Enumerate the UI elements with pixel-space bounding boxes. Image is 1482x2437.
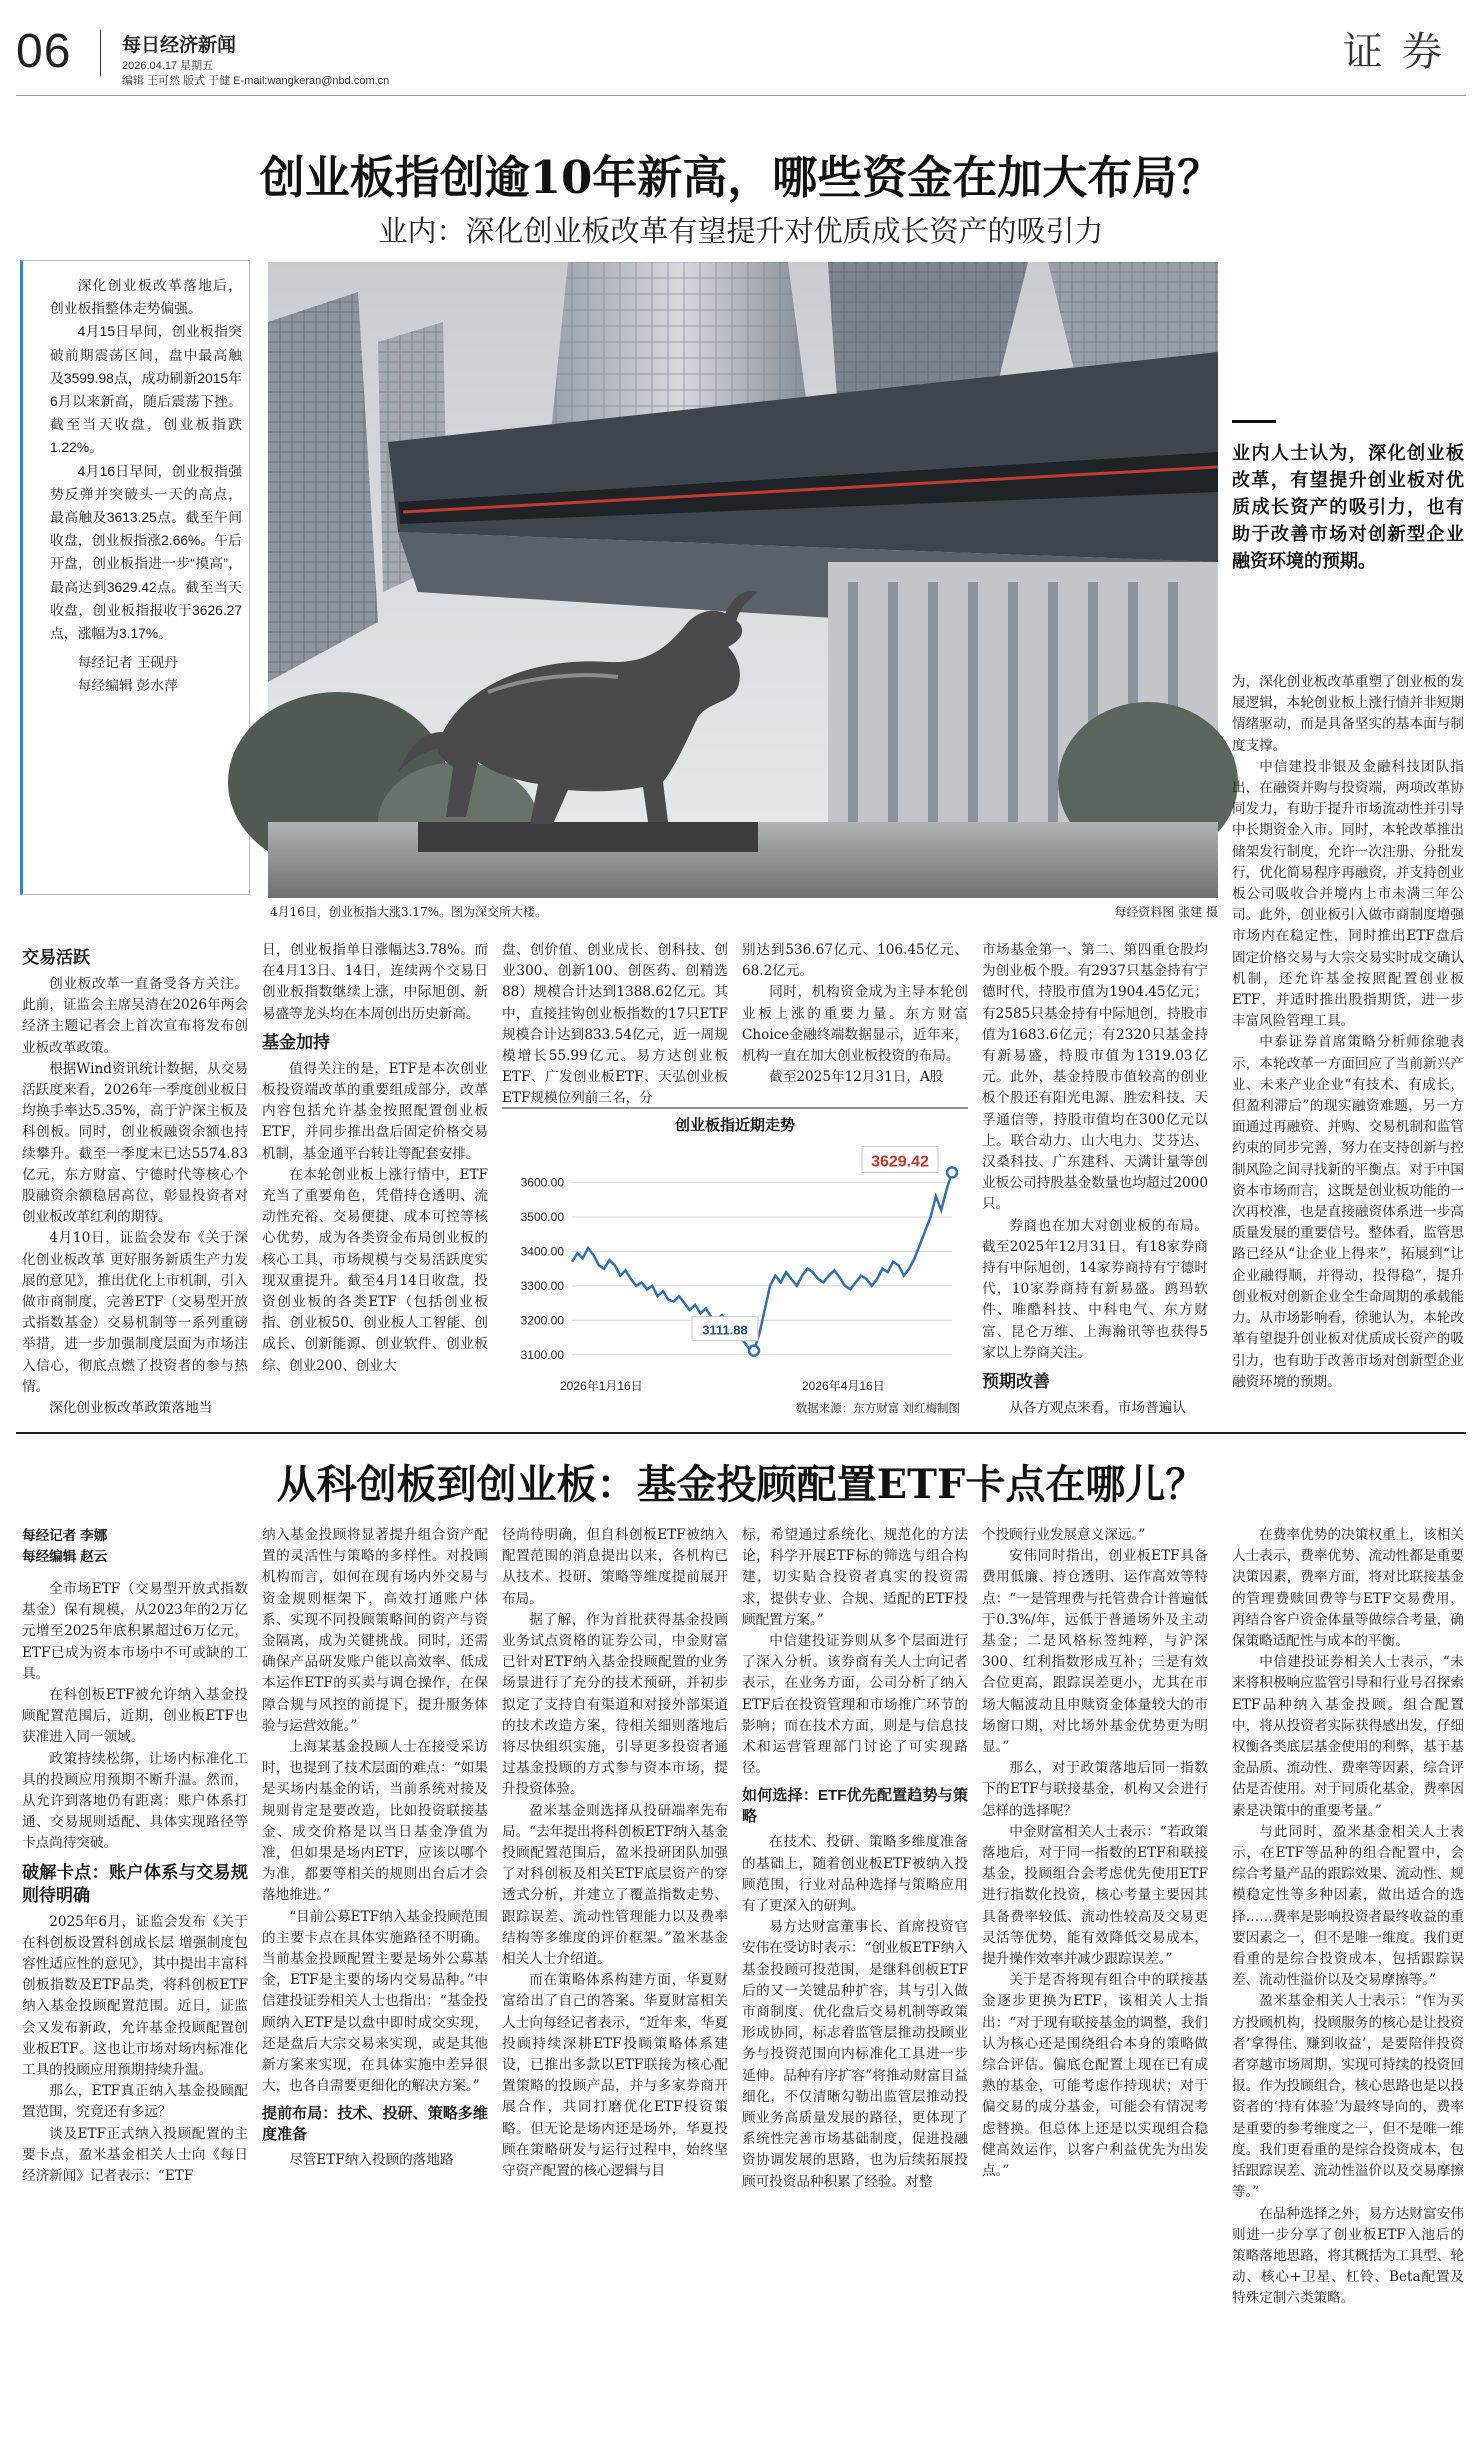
article-divider: [16, 1432, 1466, 1434]
min-value-label: 3111.88: [702, 1322, 748, 1338]
y-tick-label: 3200.00: [520, 1313, 564, 1328]
pullquote-rule: [1232, 420, 1276, 423]
paragraph: 个投顾行业发展意义深远。”: [982, 1527, 1146, 1543]
section-heading: 预期改善: [982, 1372, 1050, 1392]
paragraph: 在费率优势的决策权重上，该相关人士表示，费率优势、流动性都是重要决策因素，费率方面，将对比联接基金的管理费赎回费等与ETF交易费用，再结合客户资金体量等做综合考量，确保策略适配性与成本的平衡。: [1232, 1527, 1464, 1650]
article1-col5: [982, 940, 1208, 1420]
article1-col2: [262, 940, 488, 1420]
sidebar-para: 深化创业板改革落地后，创业板指整体走势偏强。: [50, 278, 242, 317]
index-chart: [502, 1100, 968, 1420]
article2-col3: [502, 1525, 728, 2425]
paragraph: 中金财富相关人士表示：“若政策落地后，对于同一指数的ETF和联接基金，投顾组合会考虑优先使用ETF进行指数化投资，核心考量主要因其具备费率较低、流动性较高及交易更灵活等优势，能有效降低交易成本，提升操作效率并减少跟踪误差。”: [982, 1823, 1208, 1968]
paragraph: 市场基金第一、第二、第四重仓股均为创业板个股。有2937只基金持有宁德时代，持股市值为1904.45亿元；有2585只基金持有中际旭创，持股市值为1683.6亿元；有2320只基金持有新易盛，持股市值为1319.03亿元。此外，基金持股市值较高的创业板个股还有阳光电源、胜宏科技、天孚通信等，持股市值均在300亿元以上。联合动力、山大电力、艾芬达、汉桑科技、广东建科、天满计量等创业板公司持股基金数量也均超过2000只。: [982, 942, 1208, 1213]
paragraph: 截至2025年12月31日，A股: [769, 1069, 944, 1086]
paragraph: 全市场ETF（交易型开放式指数基金）保有规模，从2023年的2万亿元增至2025年底积累超过6万亿元，ETF已成为资本市场中不可或缺的工具。: [22, 1581, 248, 1682]
sidebar-byline-editor: 每经编辑 彭水萍: [77, 678, 179, 694]
masthead-divider: [100, 30, 101, 76]
paragraph: 上海某基金投顾人士在接受采访时，也提到了技术层面的难点：“如果是买场内基金的话，当前系统对接及规则肯定是要改造，比如投资联接基金、成交价格是以当日基金净值为准，但如果是场内ETF，应该以哪个为准，都要等相关的规则出台后才会落地推进。”: [262, 1739, 488, 1904]
paragraph: 那么，ETF真正纳入基金投顾配置范围，究竟还有多远？: [22, 2083, 248, 2121]
section-heading: 如何选择：ETF优先配置趋势与策略: [742, 1787, 968, 1826]
sidebar-para: 4月16日早间，创业板指强势反弹并突破头一天的高点，最高触及3613.25点。截至午间收盘，创业板指涨2.66%。午后开盘，创业板指进一步“摸高”，最高达到3629.42点。截至当天收盘，创业板指报收于3626.27点，涨幅为3.17%。: [50, 463, 242, 642]
paragraph: 安伟同时指出，创业板ETF具备费用低廉、持仓透明、运作高效等特点：“一是管理费与托管费合计普遍低于0.3%/年，远低于普通场外及主动基金；二是风格标签纯粹，与沪深300、红利指数形成互补；三是有效合位更高，跟踪误差更小，尤其在市场大幅波动且申赎资金体量较大的市场窗口期，对比场外基金优势更为明显。”: [982, 1548, 1208, 1756]
sidebar-text: [50, 274, 242, 894]
article1-col1: [22, 940, 248, 1420]
byline-reporter: 每经记者 李娜: [22, 1528, 108, 1543]
min-label-box: [692, 1317, 758, 1341]
article1-subhead: 业内：深化创业板改革有望提升对优质成长资产的吸引力: [378, 214, 1104, 248]
paragraph: 日，创业板指单日涨幅达3.78%。而在4月13日、14日，连续两个交易日创业板指数继续上涨，中际旭创、新易盛等龙头均在本周创出历史新高。: [262, 942, 488, 1022]
paragraph: 盘、创价值、创业成长、创科技、创业300、创新100、创医药、创精选88）规模合计达到1388.62亿元。其中，直接挂钩创业板指数的17只ETF规模合计达到833.54亿元，近一周规模增长55.99亿元。易方达创业板ETF、广发创业板ETF、天弘创业板ETF规模位列前三名，分: [502, 942, 728, 1107]
sidebar-para: 4月15日早间，创业板指突破前期震荡区间，盘中最高触及3599.98点，成功刷新2015年6月以来新高，随后震荡下挫。截至当天收盘，创业板指跌1.22%。: [50, 324, 242, 456]
article2-col5: [982, 1525, 1208, 2425]
article2-col1: [22, 1525, 248, 2425]
chart-source: 数据来源：东方财富 刘红梅制图: [795, 1403, 960, 1415]
paragraph: 创业板改革一直备受各方关注。此前，证监会主席吴清在2026年两会经济主题记者会上首次宣布将发布创业板改革政策。: [22, 976, 248, 1056]
paragraph: 中信建投非银及金融科技团队指出，在融资并购与投资端，两项改革协同发力，有助于提升市场流动性并引导中长期资金入市。同时，本轮改革推出储架发行制度，允许一次注册、分批发行，优化简易程序再融资，并支持创业板公司吸收合并境内上市未满三年公司。此外，创业板引入做市商制度增强市场内在稳定性，同时推出ETF盘后固定价格交易与大宗交易实时成交确认机制，还允许基金按照配置创业板ETF，并适时推出股指期货，进一步丰富风险管理工具。: [1232, 758, 1464, 1030]
article1-right-column: [1232, 672, 1464, 1417]
y-tick-label: 3600.00: [520, 1175, 564, 1190]
paragraph: 易方达财富董事长、首席投资官安伟在受访时表示：“创业板ETF纳入基金投顾可投范围，是继科创板ETF后的又一关键品种扩容，其与引入做市商制度、优化盘后交易机制等政策形成协同，标志着监管层推动投顾业务与投资范围向内标准化工具进一步延伸。品种有序扩容”将推动财富目益细化，不仅清晰勾勒出监管层推动投顾业务高质量发展的路径，更体现了系统性完善市场基础制度，促进投融资协调发展的思路，也为后续拓展投顾可投资品种积累了经验。对整: [742, 1919, 968, 2190]
paragraph: 同时，机构资金成为主导本轮创业板上涨的重要力量。东方财富Choice金融终端数据显示，近年来，机构一直在加大创业板投资的布局。: [742, 984, 968, 1065]
paragraph: 径尚待明确，但自科创板ETF被纳入配置范围的消息提出以来，各机构已从技术、投研、策略等维度提前展开布局。: [502, 1527, 728, 1607]
article2-col4: [742, 1525, 968, 2425]
min-point: [749, 1346, 759, 1356]
section-heading: 基金加持: [262, 1032, 330, 1052]
paragraph: 关于是否将现有组合中的联接基金逐步更换为ETF，该相关人士指出：“对于现有联接基金的调整，我们认为核心还是围绕组合本身的策略做综合评估。偏底仓配置上现在已有成熟的基金，可能考虑作持现状；对于偏交易的成分基金，可能会有情况考虑替换。但总体上还是以实现组合稳健高效运作，以客户利益优先为出发点。”: [982, 1972, 1208, 2180]
paragraph: 尽管ETF纳入投顾的落地路: [289, 2152, 454, 2169]
paragraph: 在品种选择之外，易方达财富安伟则进一步分享了创业板ETF入池后的策略落地思路，将其概括为工具型、轮动、核心+卫星、杠铃、Beta配置及特殊定制六类策略。: [1232, 2205, 1464, 2307]
sidebar-byline-reporter: 每经记者 王砚丹: [77, 655, 179, 671]
paragraph: 值得关注的是，ETF是本次创业板投资端改革的重要组成部分，改革内容包括允许基金按照配置创业板ETF，并同步推出盘后固定价格交易机制，基金通平台转让等配套安排。: [262, 1060, 488, 1162]
paragraph: 与此同时，盈米基金相关人士表示，在ETF等品种的组合配置中，会综合考量产品的跟踪效果、流动性、规模稳定性等多种因素，做出适合的选择……费率是影响投资者最终收益的重要因素之一，但不是唯一维度。我们更看重的是综合投资成本，包括跟踪误差、流动性溢价以及交易摩擦等。”: [1232, 1823, 1464, 1989]
index-chart-svg: [502, 1100, 968, 1420]
paragraph: 在技术、投研、策略多维度准备的基础上，随着创业板ETF被纳入投顾范围，行业对品种选择与策略应用有了更深入的研判。: [742, 1834, 968, 1915]
article1-col3: [502, 940, 728, 1107]
x-start-label: 2026年1月16日: [560, 1379, 643, 1393]
paragraph: 中信建投证券则从多个层面进行了深入分析。该券商有关人士向记者表示，在业务方面，公司分析了纳入ETF后在投资管理和市场推广环节的影响；而在技术方面，则是与信息技术和运营管理部门讨论了可实现路径。: [742, 1633, 968, 1777]
paragraph: 从各方观点来看，市场普遍认: [1009, 1400, 1186, 1417]
paragraph: 为，深化创业板改革重塑了创业板的发展逻辑，本轮创业板上涨行情并非短期情绪驱动，而是具备坚实的基本面与制度支撑。: [1232, 674, 1464, 754]
paragraph: 根据Wind资讯统计数据，从交易活跃度来看，2026年一季度创业板日均换手率达5.35%，高于沪深主板及科创板。同时，创业板融资余额也持续攀升。截至一季度末已达5574.83亿元，东方财富、宁德时代等核心个股融资余额稳居高位，彰显投资者对创业板改革红利的期待。: [22, 1060, 248, 1226]
article1-photo: [268, 262, 1218, 898]
stock-exchange-photo: [268, 262, 1218, 898]
max-label-box: [862, 1146, 938, 1172]
chart-title: 创业板指近期走势: [674, 1117, 796, 1134]
issue-date: 2026.04.17 星期五: [122, 60, 214, 72]
photo-credit: 每经资料图 张建 摄: [1114, 905, 1218, 919]
article1-headline: 创业板指创逾10年新高，哪些资金在加大布局？: [259, 151, 1223, 204]
max-value-label: 3629.42: [871, 1153, 929, 1171]
paragraph: 而在策略体系构建方面，华夏财富给出了自己的答案。华夏财富相关人士向每经记者表示，“近年来，华夏投顾持续深耕ETF投顾策略体系建设，已推出多款以ETF联接为核心配置策略的投顾产品，并与多家券商开展合作，共同打磨优化ETF投资策略。但无论是场内还是场外，华夏投顾在策略研发与运行过程中，始终坚守资产配置的核心逻辑与目: [502, 1972, 728, 2180]
paragraph: 谈及ETF正式纳入投顾配置的主要卡点，盈米基金相关人士向《每日经济新闻》记者表示：“ETF: [22, 2125, 248, 2185]
article2-col6: [1232, 1525, 1464, 2425]
byline-editor: 每经编辑 赵云: [22, 1549, 108, 1564]
section-heading: 交易活跃: [22, 948, 90, 967]
max-point: [947, 1167, 957, 1177]
page-number: 06: [16, 25, 72, 78]
paragraph: 中信建投证券相关人士表示，“未来将积极响应监管引导和行业号召探索ETF品种纳入基金投顾。组合配置中，将从投资者实际获得感出发，仔细权衡各类底层基金使用的利弊，基于基金品质、流动性、费率等因素，综合评估是否使用。对于同质化基金，费率因素是决策中的重要考量。”: [1232, 1654, 1464, 1819]
section-label: 证 券: [1342, 30, 1446, 74]
paragraph: 据了解，作为首批获得基金投顾业务试点资格的证券公司，中金财富已针对ETF纳入基金投顾配置的业务场景进行了充分的技术预研，并初步拟定了支持自有渠道和对接外部渠道的技术改造方案，待相关细则落地后将尽快组织实施，引导更多投资者通过基金投顾的方式参与资本市场，提升投资体验。: [502, 1611, 728, 1798]
paragraph: 深化创业板改革政策落地当: [49, 1400, 213, 1417]
article2-headline: 从科创板到创业板：基金投顾配置ETF卡点在哪儿？: [276, 1461, 1206, 1508]
editor-credits: 编辑 王可然 版式 于健 E-mail:wangkeran@nbd.com.cn: [122, 75, 390, 87]
paragraph: 标，希望通过系统化、规范化的方法论，科学开展ETF标的筛选与组合构建，切实贴合投资者真实的投资需求，提供专业、合规、适配的ETF投顾配置方案。”: [742, 1527, 968, 1628]
paragraph: 在科创板ETF被允许纳入基金投顾配置范围后，近期，创业板ETF也获准进入同一领域。: [22, 1687, 248, 1746]
paragraph: 4月10日，证监会发布《关于深化创业板改革 更好服务新质生产力发展的意见》，推出优化上市机制，引入做市商制度，完善ETF（交易型开放式指数基金）交易机制等一系列重磅举措，进一步加强制度层面为市场注入信心，彻底点燃了投资者的参与热情。: [22, 1230, 248, 1395]
section-heading: 提前布局：技术、投研、策略多维度准备: [262, 2105, 488, 2144]
x-end-label: 2026年4月16日: [802, 1379, 885, 1393]
paragraph: 盈米基金则选择从投研端率先布局。“去年提出将科创板ETF纳入基金投顾配置范围后，盈米投研团队加强了对科创板及相关ETF底层资产的穿透式分析，并建立了覆盖指数走势、跟踪误差、流动性管理能力以及费率结构等多维度的评价框架。”盈米基金相关人士介绍道。: [502, 1802, 728, 1968]
article2-col2: [262, 1525, 488, 2425]
section-heading: 破解卡点：账户体系与交易规则待明确: [22, 1862, 248, 1905]
paragraph: “目前公募ETF纳入基金投顾范围的主要卡点在具体实施路径不明确。当前基金投顾配置主要是场外公募基金，ETF是主要的场内交易品种。”中信建投证券相关人士也指出：“基金投顾纳入ETF是以盘中即时成交实现，还是盘后大宗交易来实现，或是其他新方案来实现，在具体实施中差异很大，也各自需要更细化的解决方案。”: [262, 1908, 488, 2095]
paragraph: 中泰证券首席策略分析师徐驰表示，本轮改革一方面回应了当前新兴产业、未来产业企业“有技术、有成长，但盈利滞后”的现实融资难题，另一方面通过再融资、并购、交易机制和监管约束的同步完善，努力在支持创新与控制风险之间寻找新的平衡点。对于中国资本市场而言，这既是创业板功能的一次再校准，也是直接融资体系进一步高质量发展的重要信号。整体看，监管思路已经从“让企业上得来”，拓展到“让企业融得顺，并得动，投得稳”，提升创业板对创新企业全生命周期的承载能力。从市场影响看，徐驰认为，本轮改革有望提升创业板对优质成长资产的吸引力，也有助于改善市场对创新型企业融资环境的预期。: [1232, 1034, 1464, 1390]
paragraph: 那么，对于政策落地后同一指数下的ETF与联接基金，机构又会进行怎样的选择呢？: [982, 1760, 1208, 1819]
paragraph: 纳入基金投顾将显著提升组合资产配置的灵活性与策略的多样性。对投顾机构而言，如何在现有场内外交易与资金规则框架下，高效打通账户体系、实现不同投顾策略间的资产与资金隔离，成为关键挑战。同时，还需确保产品研发账户能以高效率、低成本运作ETF的买卖与调仓操作，在保障合规与风控的前提下，提升服务体验与运营效能。”: [262, 1527, 488, 1734]
y-tick-label: 3400.00: [520, 1244, 564, 1259]
paper-name: 每日经济新闻: [122, 34, 237, 56]
paragraph: 盈米基金相关人士表示：“作为买方投顾机构，投顾服务的核心是让投资者‘拿得住、赚到收益’，是要陪伴投资者穿越市场周期，实现可持续的投资回报。作为投顾组合，核心思路也是以投资者的‘持有体验’为最终导向的，费率是重要的参考维度之一，但不是唯一维度。我们更看重的是综合投资成本，包括跟踪误差、流动性溢价以及交易摩擦等。”: [1232, 1993, 1464, 2201]
series-line: [572, 1172, 952, 1350]
masthead-rule: [16, 95, 1466, 96]
y-tick-label: 3300.00: [520, 1278, 564, 1293]
paragraph: 在本轮创业板上涨行情中，ETF充当了重要角色，凭借持仓透明、流动性充裕、交易便捷、成本可控等核心优势，成为各类资金布局创业板的核心工具，市场规模与交易活跃度实现双重提升。截至4月14日收盘，投资创业板的各类ETF（包括创业板指、创业板50、创业板人工智能、创成长、创新能源、创业软件、创业板综、创业200、创业大: [262, 1166, 488, 1374]
photo-caption: 4月16日，创业板指大涨3.17%。图为深交所大楼。: [270, 905, 548, 919]
y-tick-label: 3100.00: [520, 1347, 564, 1362]
article1-col4: [742, 940, 968, 1090]
pullquote: 业内人士认为，深化创业板改革，有望提升创业板对优质成长资产的吸引力，也有助于改善市场对创新型企业融资环境的预期。: [1232, 443, 1464, 571]
paragraph: 别达到536.67亿元、106.45亿元、68.2亿元。: [742, 942, 968, 980]
paragraph: 2025年6月，证监会发布《关于在科创板设置科创成长层 增强制度包容性适应性的意见》，其中提出丰富科创板指数及ETF品类，将科创板ETF纳入基金投顾配置范围。近日，证监会又发布新政，允许基金投顾配置创业板ETF。这也让市场对场内标准化工具的投顾应用预期持续升温。: [22, 1913, 248, 2079]
y-tick-label: 3500.00: [520, 1210, 564, 1224]
paragraph: 政策持续松绑，让场内标准化工具的投顾应用预期不断升温。然而，从允许到落地仍有距离：账户体系打通、交易规则适配、具体实现路径等卡点尚待突破。: [22, 1750, 248, 1852]
paragraph: 券商也在加大对创业板的布局。截至2025年12月31日，有18家券商持有中际旭创，14家券商持有宁德时代，10家券商持有新易盛。鸥玛软件、唯酷科技、中科电气、东方财富、昆仑万维、上海瀚讯等也获得5家以上券商关注。: [982, 1217, 1208, 1361]
